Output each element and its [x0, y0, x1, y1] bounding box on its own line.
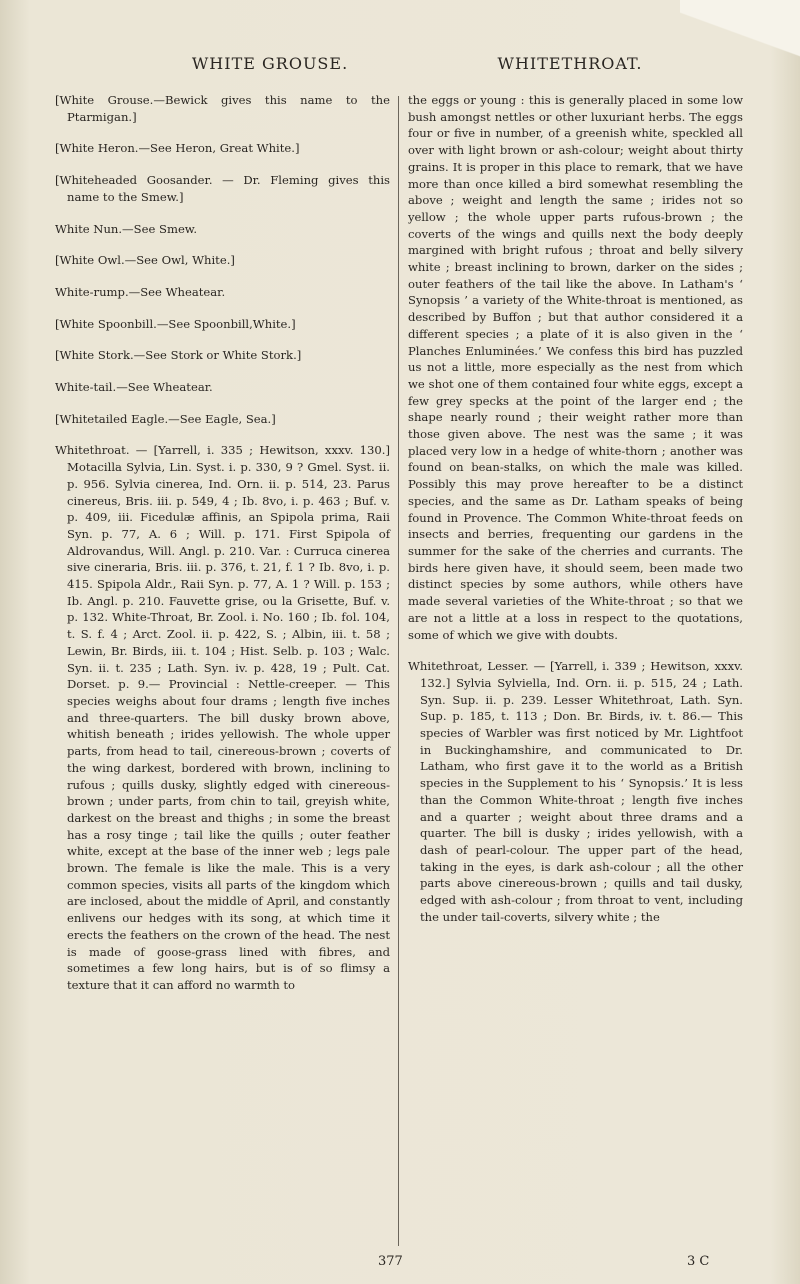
entry-white-heron: [White Heron.—See Heron, Great White.]: [55, 141, 300, 156]
column-divider: [398, 96, 399, 1246]
entry-white-stork: [White Stork.—See Stork or White Stork.]: [55, 348, 302, 363]
entry-whitethroat: Whitethroat. — [Yarrell, i. 335 ; Hewitson, xxxv. 130.] Motacilla Sylvia, Lin. Syst. i. p. 330, 9 ? Gmel. Syst. ii. p. 956. Sylvia cinerea, Ind. Orn. ii. p. 514, 23. Parus cinereus, Bris. iii. p. 549, 4 ; Ib. 8vo, i. p. 463 ; Buf. v. p. 409, iii. Ficedulæ affinis, an Spipola prima, Raii Syn. p. 77, A. 6 ; Will. p. 171. First Spipola of Aldrovandus, Will. Angl. p. 210. Var. : Curruca cinerea sive cineraria, Bris. iii. p. 376, t. 21, f. 1 ? Ib. 8vo, i. p. 415. Spipola Aldr., Raii Syn. p. 77, A. 1 ? Will. p. 153 ; Ib. Angl. p. 210. Fauvette grise, ou la Grisette, Buf. v. p. 132. White-Throat, Br. Zool. i. No. 160 ; Ib. fol. 104, t. S. f. 4 ; Arct. Zool. ii. p. 422, S. ; Albin, iii. t. 58 ; Lewin, Br. Birds, iii. t. 104 ; Hist. Selb. p. 103 ; Walc. Syn. ii. t. 235 ; Lath. Syn. iv. p. 428, 19 ; Pult. Cat. Dorset. p. 9.— Provincial : Nettle-creeper. — This species weighs about four drams ; length five inches and three-quarters. The bill dusky brown above, whitish beneath ; irides yellowish. The whole upper parts, from head to tail, cinereous-brown ; coverts of the wing darkest, bordered with brown, inclining to rufous ; quills dusky, slightly edged with cinereous-brown ; under parts, from chin to tail, greyish white, darkest on the breast and thighs ; in some the breast has a rosy tinge ; tail like the quills ; outer feather white, except at the base of the inner web ; legs pale brown. The female is like the male. This is a very common species, visits all parts of the kingdom which are inclosed, about the middle of April, and constantly enlivens our hedges with its song, at which time it erects the feathers on the crown of the head. The nest is made of goose-grass lined with fibres, and sometimes a few long hairs, but is of so flimsy a texture that it can afford no warmth to: [55, 443, 390, 992]
running-head-left: WHITE GROUSE.: [191, 54, 349, 73]
entry-white-owl: [White Owl.—See Owl, White.]: [55, 253, 235, 268]
entry-whiteheaded-goosander: [Whiteheaded Goosander. — Dr. Fleming gives this name to the Smew.]: [55, 173, 390, 204]
signature-mark: 3 C: [687, 1254, 710, 1269]
entry-white-grouse: [White Grouse.—Bewick gives this name to the Ptarmigan.]: [55, 93, 390, 124]
page-number: 377: [378, 1254, 403, 1269]
running-head-right: WHITETHROAT.: [497, 54, 643, 73]
entry-whitetailed-eagle: [Whitetailed Eagle.—See Eagle, Sea.]: [55, 411, 276, 426]
right-column: [408, 92, 743, 940]
entry-white-spoonbill: [White Spoonbill.—See Spoonbill,White.]: [55, 316, 296, 331]
entry-white-tail: White-tail.—See Wheatear.: [55, 380, 213, 395]
entry-white-nun: White Nun.—See Smew.: [55, 221, 198, 236]
entry-white-rump: White-rump.—See Wheatear.: [55, 284, 226, 299]
entry-whitethroat-continued: the eggs or young : this is generally placed in some low bush amongst nettles or other luxuriant herbs. The eggs four or five in number, of a greenish white, speckled all over with light brown or ash-colour; weight about thirty grains. It is proper in this place to remark, that we have more than once killed a bird somewhat resembling the above ; weight and length the same ; irides not so yellow ; the whole upper parts rufous-brown ; the coverts of the wings and quills next the body deeply margined with bright rufous ; throat and belly silvery white ; breast inclining to brown, darker on the sides ; outer feathers of the tail like the above. In Latham's ‘ Synopsis ’ a variety of the White-throat is mentioned, as described by Buffon ; but that author considered it a different species ; a plate of it is also given in the ‘ Planches Enluminées.’ We confess this bird has puzzled us not a little, more especially as the nest from which we shot one of them contained four white eggs, except a few grey specks at the point of the larger end ; the shape nearly round ; their weight rather more than those given above. The nest was the same ; it was placed very low in a hedge of white-thorn ; another was found on bean-stalks, on which the male was killed. Possibly this may prove hereafter to be a distinct species, and the same as Dr. Latham speaks of being found in Provence. The Common White-throat feeds on insects and berries, frequenting our gardens in the summer for the sake of the cherries and currants. The birds here given have, it should seem, been made two distinct species by some authors, while others have made several varieties of the White-throat ; so that we are not a little at a loss in respect to the quotations, some of which we give with doubts.: [408, 93, 743, 642]
left-column: [55, 92, 390, 1009]
entry-whitethroat-lesser: Whitethroat, Lesser. — [Yarrell, i. 339 ; Hewitson, xxxv. 132.] Sylvia Sylviella, Ind. Orn. ii. p. 515, 24 ; Lath. Syn. Sup. ii. p. 239. Lesser Whitethroat, Lath. Syn. Sup. p. 185, t. 113 ; Don. Br. Birds, iv. t. 86.— This species of Warbler was first noticed by Mr. Lightfoot in Buckinghamshire, and communicated to Dr. Latham, who first gave it to the world as a British species in the Supplement to his ‘ Synopsis.’ It is less than the Common White-throat ; length five inches and a quarter ; weight about three drams and a quarter. The bill is dusky ; irides yellowish, with a dash of pearl-colour. The upper part of the head, taking in the eyes, is dark ash-colour ; all the other parts above cinereous-brown ; quills and tail dusky, edged with ash-colour ; from throat to vent, including the under tail-coverts, silvery white ; the: [408, 659, 743, 924]
